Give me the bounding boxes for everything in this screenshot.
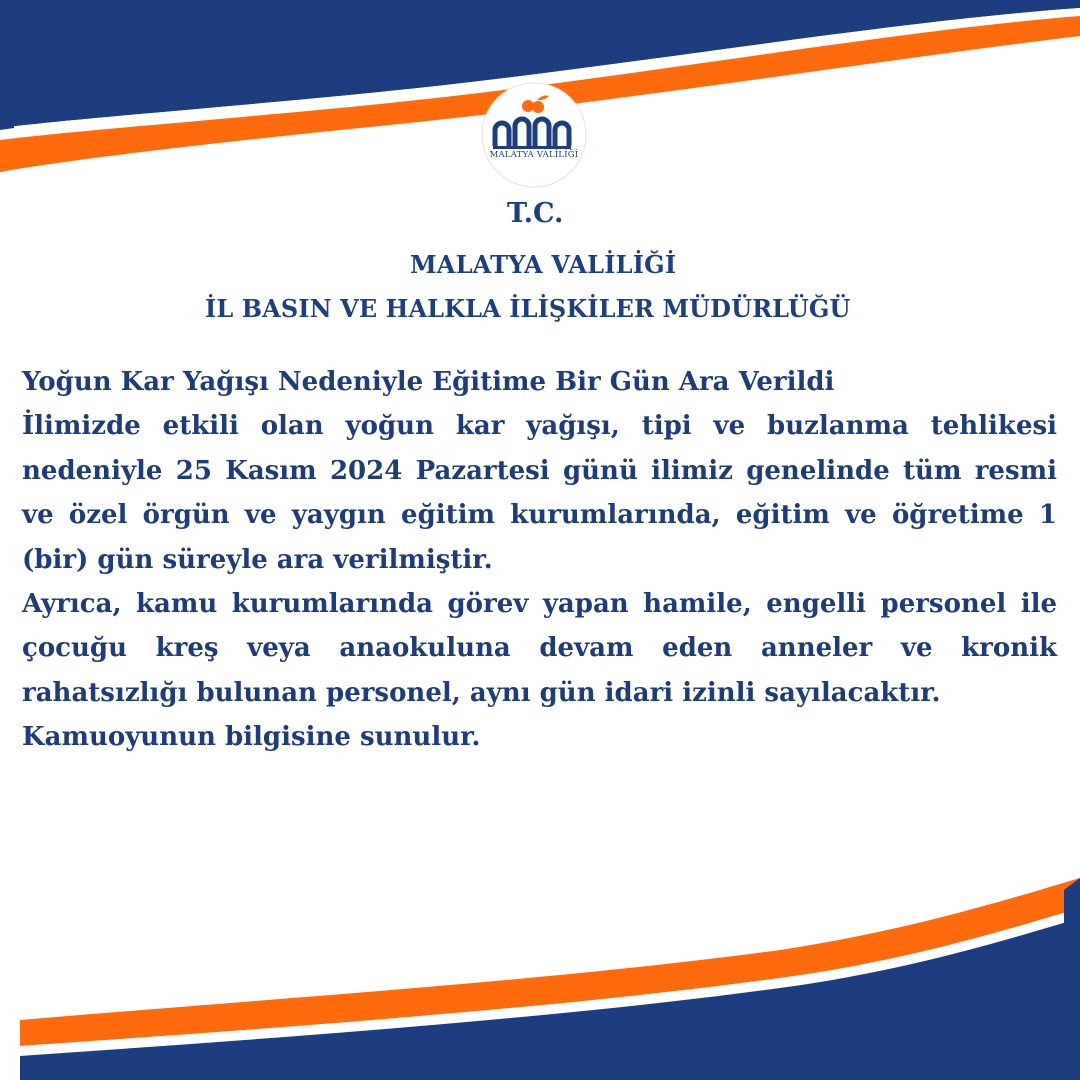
governorship-title: MALATYA VALİLİĞİ <box>410 250 677 279</box>
bottom-wave-decoration <box>0 860 1080 1080</box>
announcement-body <box>22 360 1057 760</box>
top-side-bar <box>0 0 14 130</box>
bottom-side-bar <box>1064 878 1080 1080</box>
logo-emblem-icon <box>481 80 587 190</box>
department-title: İL BASIN VE HALKLA İLİŞKİLER MÜDÜRLÜĞÜ <box>205 294 851 323</box>
logo-caption: MALATYA VALİLİĞİ <box>489 150 579 160</box>
republic-abbreviation: T.C. <box>507 198 564 229</box>
malatya-governorship-logo <box>481 80 587 190</box>
paragraph-administrative-leave: Ayrıca, kamu kurumlarında görev yapan hamile, engelli personel ile çocuğu kreş veya anaokuluna devam eden anneler ve kronik rahatsızlığı bulunan personel, aynı gün idari izinli sayılacaktır. <box>22 589 1057 708</box>
paragraph-school-closure: İlimizde etkili olan yoğun kar yağışı, tipi ve buzlanma tehlikesi nedeniyle 25 Kasım 2024 Pazartesi günü ilimiz genelinde tüm resmi ve özel örgün ve yaygın eğitim kurumlarında, eğitim ve öğretime 1 (bir) gün süreyle ara verilmiştir. <box>22 411 1057 575</box>
announcement-title: Yoğun Kar Yağışı Nedeniyle Eğitime Bir Gün Ara Verildi <box>22 367 835 397</box>
closing-line: Kamuoyunun bilgisine sunulur. <box>22 722 481 753</box>
